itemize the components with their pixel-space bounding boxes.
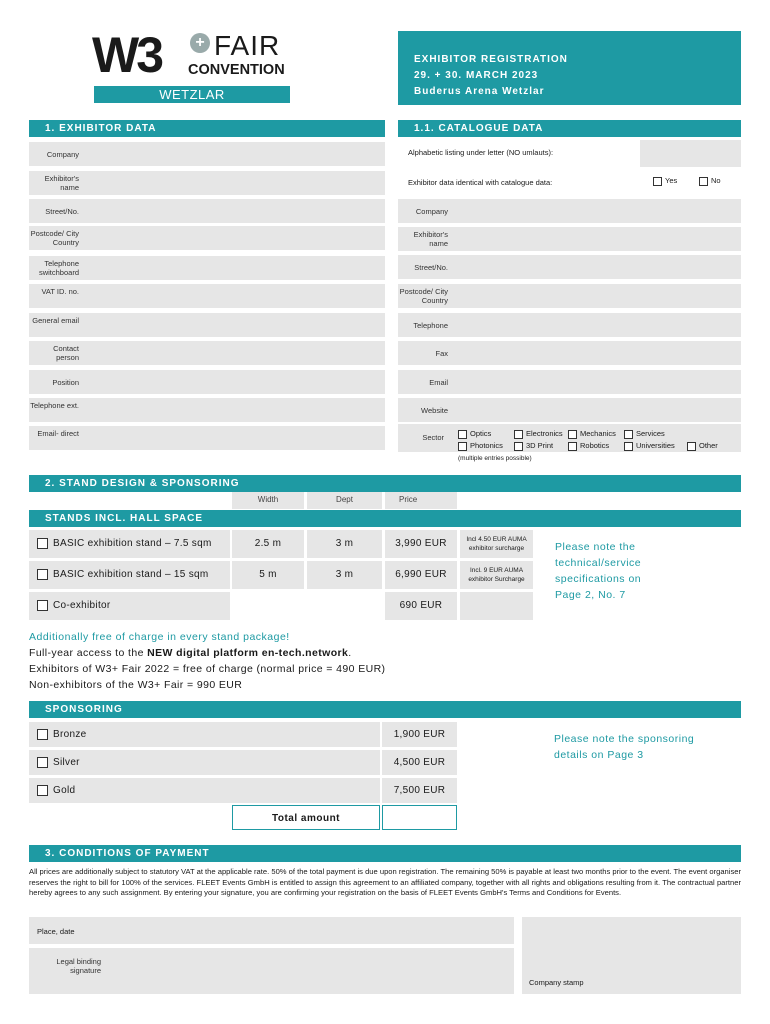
logo-w3: W3 — [92, 27, 161, 83]
sponsoring-price: 1,900 EUR — [382, 722, 457, 747]
catalogue-field-input[interactable] — [398, 370, 741, 394]
company-stamp-label: Company stamp — [529, 978, 584, 987]
identical-no-option[interactable] — [699, 176, 721, 187]
exhibitor-field-input[interactable] — [29, 313, 385, 337]
sector-option-label: Services — [636, 429, 665, 438]
stand-price: 3,990 EUR — [385, 530, 457, 558]
exhibitor-field-label: General email — [32, 316, 79, 325]
yes-checkbox[interactable] — [653, 177, 662, 186]
sector-checkbox[interactable] — [514, 442, 523, 451]
sponsoring-checkbox[interactable] — [37, 729, 48, 740]
stand-surcharge-note — [460, 592, 533, 620]
signature-label: Legal binding signature — [56, 957, 101, 975]
stand-name: BASIC exhibition stand – 7.5 sqm — [53, 538, 212, 549]
section-catalogue-data-header: 1.1. CATALOGUE DATA — [398, 120, 741, 137]
stand-note-line: specifications on — [555, 573, 642, 585]
sector-option[interactable] — [514, 429, 563, 440]
exhibitor-field-input[interactable] — [29, 171, 385, 195]
catalogue-field-label: Telephone — [413, 321, 448, 330]
exhibitor-field-input[interactable] — [29, 341, 385, 365]
exhibitor-field-input[interactable] — [29, 426, 385, 450]
identical-yes-option[interactable] — [653, 176, 677, 187]
total-amount-label: Total amount — [232, 805, 380, 830]
sector-option[interactable] — [624, 441, 675, 452]
sponsoring-header: SPONSORING — [29, 701, 741, 718]
exhibitor-field-input[interactable] — [29, 226, 385, 250]
sponsoring-option[interactable] — [29, 722, 380, 747]
exhibitor-field-input[interactable] — [29, 199, 385, 223]
stand-width: 5 m — [232, 561, 304, 589]
catalogue-field-input[interactable] — [398, 398, 741, 422]
stand-option[interactable] — [29, 530, 230, 558]
sector-option-label: Other — [699, 441, 718, 450]
stand-name: Co-exhibitor — [53, 600, 111, 611]
place-date-label: Place, date — [37, 927, 75, 936]
sector-checkbox[interactable] — [514, 430, 523, 439]
catalogue-field-label: Fax — [435, 349, 448, 358]
exhibitor-field-label: Email- direct — [37, 429, 79, 438]
exhibitor-field-label: Street/No. — [45, 207, 79, 216]
exhibitor-field-label: Exhibitor's name — [44, 174, 79, 192]
sponsoring-note-line: Please note the sponsoring — [554, 733, 695, 745]
exhibitor-field-label: Contact person — [53, 344, 79, 362]
exhibitor-field-label: Company — [46, 150, 79, 159]
registration-banner — [398, 31, 741, 105]
stand-note-line: Please note the — [555, 541, 636, 553]
catalogue-field-input[interactable] — [398, 284, 741, 308]
free-package-title: Additionally free of charge in every stand package! — [29, 631, 290, 643]
catalogue-field-label: Street/No. — [414, 263, 448, 272]
sector-checkbox[interactable] — [624, 430, 633, 439]
col-width-header: Width — [232, 492, 304, 509]
col-dept-header: Dept — [307, 492, 382, 509]
total-amount-input[interactable] — [382, 805, 457, 830]
banner-venue: Buderus Arena Wetzlar — [414, 86, 545, 97]
section-stand-design-header: 2. STAND DESIGN & SPONSORING — [29, 475, 741, 492]
exhibitor-field-label: Telephone switchboard — [38, 259, 79, 277]
banner-title: EXHIBITOR REGISTRATION — [414, 54, 568, 65]
sector-option-label: Photonics — [470, 441, 503, 450]
section-payment-header: 3. CONDITIONS OF PAYMENT — [29, 845, 741, 862]
catalogue-field-input[interactable] — [398, 227, 741, 251]
stand-checkbox[interactable] — [37, 569, 48, 580]
sponsoring-option[interactable] — [29, 750, 380, 775]
exhibitor-field-label: Telephone ext. — [30, 401, 79, 410]
stand-note-line: technical/service — [555, 557, 642, 569]
stand-checkbox[interactable] — [37, 600, 48, 611]
sponsoring-option[interactable] — [29, 778, 380, 803]
sector-option[interactable] — [458, 441, 503, 452]
sector-checkbox[interactable] — [458, 430, 467, 439]
stand-surcharge-note: Incl. 9 EUR AUMA exhibitor Surcharge — [460, 561, 533, 589]
sponsoring-name: Silver — [53, 757, 80, 768]
yes-label: Yes — [665, 176, 678, 185]
free-package-text — [29, 629, 385, 693]
sector-option[interactable] — [624, 429, 665, 440]
stand-dept: 3 m — [307, 530, 382, 558]
free-platform-pre: Full-year access to the — [29, 647, 148, 659]
free-platform-line — [29, 645, 385, 661]
sponsoring-price: 4,500 EUR — [382, 750, 457, 775]
sponsoring-note — [554, 731, 694, 763]
sector-checkbox[interactable] — [687, 442, 696, 451]
stand-checkbox[interactable] — [37, 538, 48, 549]
no-label: No — [711, 176, 721, 185]
sector-option-label: Electronics — [526, 429, 563, 438]
sector-option-label: Robotics — [580, 441, 610, 450]
sector-label: Sector — [422, 433, 444, 442]
catalogue-field-input[interactable] — [398, 199, 741, 223]
stand-width: 2.5 m — [232, 530, 304, 558]
free-exhibitors-line: Exhibitors of W3+ Fair 2022 = free of charge (normal price = 490 EUR) — [29, 663, 386, 675]
stand-note — [555, 539, 641, 603]
exhibitor-field-input[interactable] — [29, 256, 385, 280]
alphabetic-listing-input[interactable] — [640, 140, 741, 167]
sector-option[interactable] — [514, 441, 553, 452]
stand-price: 6,990 EUR — [385, 561, 457, 589]
catalogue-field-label: Website — [421, 406, 448, 415]
catalogue-field-input[interactable] — [398, 313, 741, 337]
stand-dept: 3 m — [307, 561, 382, 589]
logo-fair: FAIR — [214, 30, 281, 61]
catalogue-field-label: Postcode/ City Country — [399, 287, 448, 305]
exhibitor-field-label: VAT ID. no. — [41, 287, 79, 296]
stand-note-line: Page 2, No. 7 — [555, 589, 626, 601]
stand-option[interactable] — [29, 592, 230, 620]
section-exhibitor-data-header: 1. EXHIBITOR DATA — [29, 120, 385, 137]
catalogue-field-label: Company — [415, 207, 448, 216]
catalogue-field-input[interactable] — [398, 341, 741, 365]
sponsoring-note-line: details on Page 3 — [554, 749, 644, 761]
signature-input[interactable] — [29, 948, 514, 994]
stand-name: BASIC exhibition stand – 15 sqm — [53, 569, 209, 580]
free-platform-bold: NEW digital platform en-tech.network — [147, 647, 349, 659]
exhibitor-field-input[interactable] — [29, 284, 385, 308]
sector-option[interactable] — [458, 429, 491, 440]
identical-data-label: Exhibitor data identical with catalogue data: — [408, 178, 553, 187]
exhibitor-field-input[interactable] — [29, 398, 385, 422]
payment-conditions-text: All prices are additionally subject to statutory VAT at the applicable rate. 50% of the total payment is due upon registration. The remaining 50% is payable at least two months prior to the event. The event organiser reserves the right to bill for 100% of the services. FLEET Events GmbH is entitled to assign this agreement to an affiliated company, together with all rights and obligations resulting from it. The contractual partner hereby agrees to any such assignment. By entering your signature, you are confirming your registration on the basis of FLEET Events GmbH's Terms and Conditions for Events. — [29, 867, 741, 897]
sector-option[interactable] — [568, 441, 609, 452]
multiple-entries-note: (multiple entries possible) — [458, 455, 532, 462]
sector-checkbox[interactable] — [568, 430, 577, 439]
sector-option-label: Mechanics — [580, 429, 616, 438]
sector-checkbox[interactable] — [624, 442, 633, 451]
sector-option-label: 3D Print — [526, 441, 554, 450]
sponsoring-checkbox[interactable] — [37, 757, 48, 768]
no-checkbox[interactable] — [699, 177, 708, 186]
stand-option[interactable] — [29, 561, 230, 589]
stand-price: 690 EUR — [385, 592, 457, 620]
sector-checkbox[interactable] — [458, 442, 467, 451]
banner-dates: 29. + 30. MARCH 2023 — [414, 70, 539, 81]
logo — [92, 27, 302, 105]
sector-checkbox[interactable] — [568, 442, 577, 451]
alphabetic-listing-label: Alphabetic listing under letter (NO umlauts): — [408, 148, 554, 157]
exhibitor-field-input[interactable] — [29, 370, 385, 394]
free-platform-post: . — [348, 647, 352, 659]
exhibitor-field-input[interactable] — [29, 142, 385, 166]
stand-surcharge-note: Incl 4.50 EUR AUMA exhibitor surcharge — [460, 530, 533, 558]
sector-option[interactable] — [687, 441, 718, 452]
sponsoring-checkbox[interactable] — [37, 785, 48, 796]
col-price-header: Price — [385, 492, 457, 509]
stands-header: STANDS INCL. HALL SPACE — [29, 510, 741, 527]
sector-option-label: Optics — [470, 429, 492, 438]
catalogue-field-label: Email — [429, 378, 448, 387]
catalogue-field-label: Exhibitor's name — [413, 230, 448, 248]
exhibitor-field-label: Postcode/ City Country — [30, 229, 79, 247]
sponsoring-name: Gold — [53, 785, 76, 796]
exhibitor-field-label: Position — [52, 378, 79, 387]
place-date-input[interactable] — [29, 917, 514, 944]
logo-city: WETZLAR — [94, 86, 290, 103]
sector-option-label: Universities — [636, 441, 675, 450]
catalogue-field-input[interactable] — [398, 255, 741, 279]
logo-convention: CONVENTION — [188, 62, 285, 78]
sponsoring-name: Bronze — [53, 729, 87, 740]
sponsoring-price: 7,500 EUR — [382, 778, 457, 803]
sector-option[interactable] — [568, 429, 616, 440]
free-nonexhibitors-line: Non-exhibitors of the W3+ Fair = 990 EUR — [29, 679, 243, 691]
logo-plus-icon: + — [190, 33, 210, 53]
